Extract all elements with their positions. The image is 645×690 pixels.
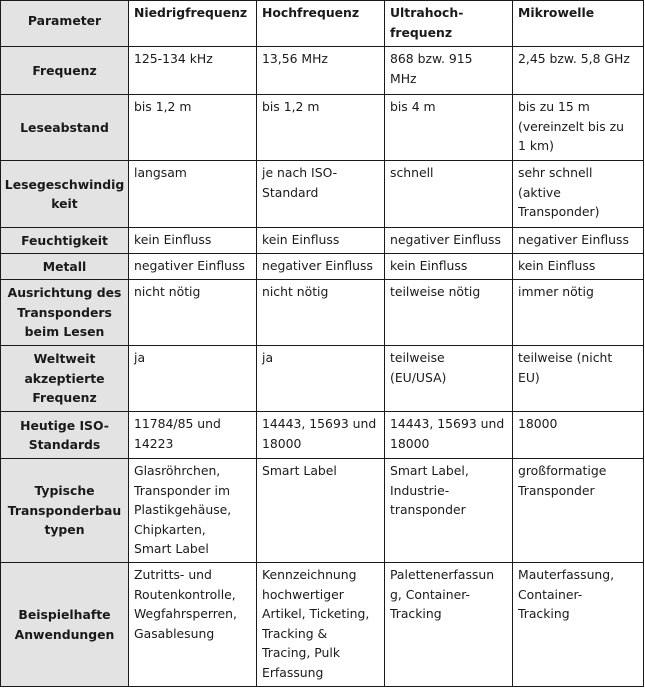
table-cell: teilweise (EU/USA) [385,346,513,412]
table-cell: negativer Einfluss [513,228,644,254]
table-row [1,412,644,459]
table-cell: kein Einfluss [385,254,513,280]
table-cell: großformatige Transponder [513,459,644,563]
table-cell: 2,45 bzw. 5,8 GHz [513,47,644,95]
table-cell: immer nötig [513,280,644,346]
table-row [1,346,644,412]
header-parameter: Parameter [1,1,129,47]
table-cell: bis 1,2 m [257,95,385,161]
table-cell: 11784/85 und 14223 [129,412,257,459]
table-row [1,228,644,254]
table-cell: bis zu 15 m (vereinzelt bis zu 1 km) [513,95,644,161]
row-label-worldwide-frequency: Weltweit akzeptierte Frequenz [1,346,129,412]
table-cell: teilweise (nicht EU) [513,346,644,412]
table-cell: kein Einfluss [129,228,257,254]
table-cell: sehr schnell (aktive Transponder) [513,161,644,228]
table-cell: bis 1,2 m [129,95,257,161]
row-label-read-range: Leseabstand [1,95,129,161]
table-cell: Zutritts- und Routenkontrolle, Wegfahrsperren, Gasablesung [129,563,257,687]
table-cell: 868 bzw. 915 MHz [385,47,513,95]
table-cell: 18000 [513,412,644,459]
table-cell: je nach ISO- Standard [257,161,385,228]
row-label-frequency: Frequenz [1,47,129,95]
header-microwave: Mikrowelle [513,1,644,47]
header-ultra-high-frequency: Ultrahoch- frequenz [385,1,513,47]
table-row [1,459,644,563]
table-row [1,161,644,228]
table-cell: ja [257,346,385,412]
table-cell: negativer Einfluss [257,254,385,280]
row-label-humidity: Feuchtigkeit [1,228,129,254]
table-cell: Kennzeichnung hochwertiger Artikel, Ticketing, Tracking & Tracing, Pulk Erfassung [257,563,385,687]
row-label-orientation: Ausrichtung des Transponders beim Lesen [1,280,129,346]
table-cell: 13,56 MHz [257,47,385,95]
table-cell: teilweise nötig [385,280,513,346]
row-label-applications: Beispielhafte Anwendungen [1,563,129,687]
table-row [1,47,644,95]
table-cell: negativer Einfluss [385,228,513,254]
table-row [1,254,644,280]
table-cell: Smart Label [257,459,385,563]
table-cell: Smart Label, Industrie- transponder [385,459,513,563]
table-cell: 125-134 kHz [129,47,257,95]
table-cell: kein Einfluss [257,228,385,254]
table-cell: negativer Einfluss [129,254,257,280]
table-cell: kein Einfluss [513,254,644,280]
header-row [1,1,644,47]
table-row [1,280,644,346]
table-cell: Mauterfassung, Container- Tracking [513,563,644,687]
row-label-metal: Metall [1,254,129,280]
header-low-frequency: Niedrigfrequenz [129,1,257,47]
table-cell: Palettenerfassun g, Container- Tracking [385,563,513,687]
header-high-frequency: Hochfrequenz [257,1,385,47]
table-cell: 14443, 15693 und 18000 [385,412,513,459]
table-cell: schnell [385,161,513,228]
table-cell: 14443, 15693 und 18000 [257,412,385,459]
table-cell: bis 4 m [385,95,513,161]
table-cell: nicht nötig [129,280,257,346]
table-cell: Glasröhrchen, Transponder im Plastikgehäuse, Chipkarten, Smart Label [129,459,257,563]
table-cell: nicht nötig [257,280,385,346]
row-label-iso-standards: Heutige ISO- Standards [1,412,129,459]
table-row [1,95,644,161]
row-label-transponder-types: Typische Transponderbau typen [1,459,129,563]
table-row [1,563,644,687]
table-cell: ja [129,346,257,412]
table-cell: langsam [129,161,257,228]
row-label-read-speed: Lesegeschwindig keit [1,161,129,228]
